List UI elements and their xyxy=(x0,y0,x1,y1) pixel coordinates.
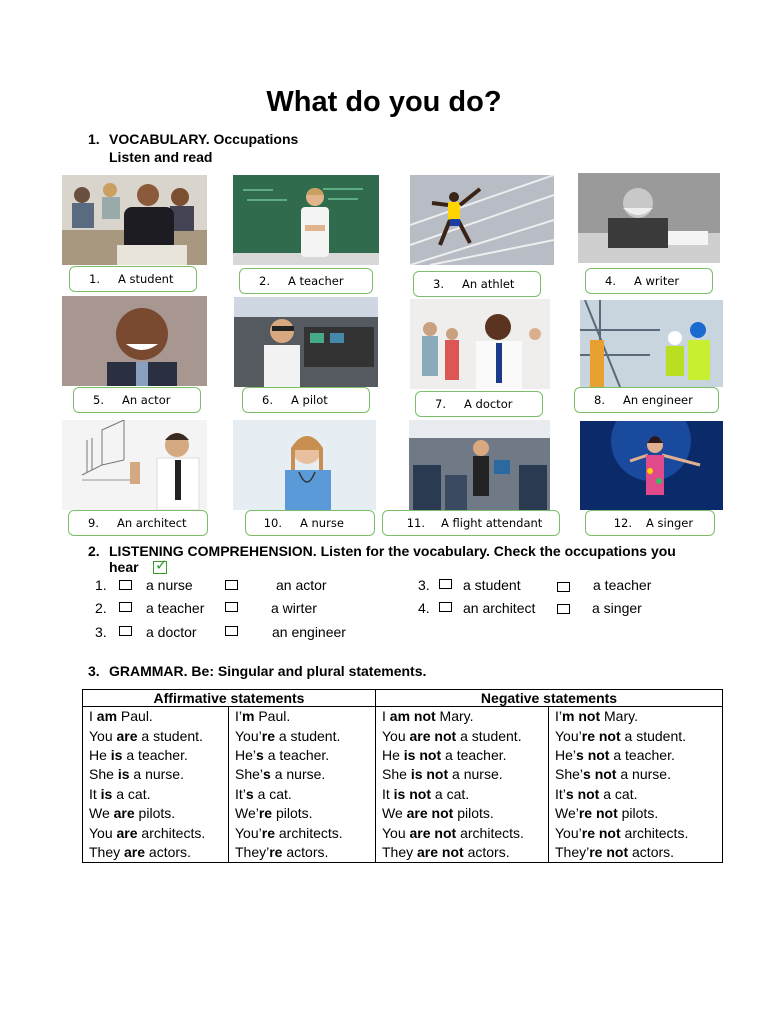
grammar-cell: You’re not architects. xyxy=(549,823,723,842)
grammar-cell: You are not architects. xyxy=(376,823,549,842)
checkbox[interactable] xyxy=(225,602,238,612)
athlete-photo xyxy=(410,175,554,265)
pilot-photo xyxy=(234,297,378,387)
listening-item-number: 2. xyxy=(95,600,107,616)
grammar-cell: It’s a cat. xyxy=(229,785,376,804)
occupation-caption-12: 12. A singer xyxy=(585,510,715,536)
section1-heading: VOCABULARY. Occupations xyxy=(109,131,299,147)
section2-heading-hear: hear xyxy=(109,559,139,575)
listening-option: an actor xyxy=(276,577,327,593)
grammar-cell: He is a teacher. xyxy=(83,746,229,765)
section2-heading: LISTENING COMPREHENSION. Listen for the vocabulary. Check the occupations you xyxy=(109,543,676,559)
listening-item-number: 3. xyxy=(95,624,107,640)
listening-item-number: 3. xyxy=(418,577,430,593)
checkbox[interactable] xyxy=(119,580,132,590)
grammar-cell: We’re not pilots. xyxy=(549,804,723,823)
grammar-cell: I’m not Mary. xyxy=(549,707,723,727)
grammar-cell: You’re architects. xyxy=(229,823,376,842)
occupation-caption-5: 5. An actor xyxy=(73,387,201,413)
grammar-cell: You are a student. xyxy=(83,726,229,745)
grammar-cell: It is a cat. xyxy=(83,785,229,804)
grammar-cell: You’re not a student. xyxy=(549,726,723,745)
grammar-row xyxy=(83,785,723,804)
grammar-cell: You are architects. xyxy=(83,823,229,842)
checkbox[interactable] xyxy=(439,602,452,612)
engineer-photo xyxy=(580,300,723,387)
listening-item-number: 4. xyxy=(418,600,430,616)
listening-option: a teacher xyxy=(146,600,205,616)
writer-photo xyxy=(578,173,720,263)
section3-number: 3. xyxy=(88,663,100,679)
grammar-cell: She’s a nurse. xyxy=(229,765,376,784)
occupation-caption-1: 1. A student xyxy=(69,266,197,292)
grammar-cell: She is a nurse. xyxy=(83,765,229,784)
section3-heading: GRAMMAR. Be: Singular and plural statements. xyxy=(109,663,427,679)
listening-item-number: 1. xyxy=(95,577,107,593)
grammar-cell: I’m Paul. xyxy=(229,707,376,727)
grammar-cell: We’re pilots. xyxy=(229,804,376,823)
singer-photo xyxy=(580,421,723,510)
grammar-cell: I am Paul. xyxy=(83,707,229,727)
listening-option: a teacher xyxy=(593,577,652,593)
grammar-cell: He is not a teacher. xyxy=(376,746,549,765)
page-title: What do you do? xyxy=(266,86,502,118)
checkmark-icon: ✓ xyxy=(155,556,168,574)
grammar-row xyxy=(83,726,723,745)
occupation-caption-4: 4. A writer xyxy=(585,268,713,294)
grammar-cell: You’re a student. xyxy=(229,726,376,745)
negative-header: Negative statements xyxy=(376,690,723,707)
section1-number: 1. xyxy=(88,131,100,147)
nurse-photo xyxy=(233,420,376,510)
grammar-cell: They are actors. xyxy=(83,843,229,863)
grammar-cell: We are not pilots. xyxy=(376,804,549,823)
grammar-cell: I am not Mary. xyxy=(376,707,549,727)
student-photo xyxy=(62,175,207,265)
grammar-cell: They’re actors. xyxy=(229,843,376,863)
doctor-photo xyxy=(410,299,550,389)
grammar-cell: She is not a nurse. xyxy=(376,765,549,784)
listening-option: an architect xyxy=(463,600,536,616)
grammar-table xyxy=(82,689,723,863)
occupation-caption-10: 10. A nurse xyxy=(245,510,375,536)
checkbox[interactable] xyxy=(557,582,570,592)
listening-option: a wirter xyxy=(271,600,317,616)
grammar-cell: She’s not a nurse. xyxy=(549,765,723,784)
grammar-cell: It’s not a cat. xyxy=(549,785,723,804)
grammar-cell: They are not actors. xyxy=(376,843,549,863)
listening-option: a nurse xyxy=(146,577,193,593)
occupation-caption-2: 2. A teacher xyxy=(239,268,373,294)
occupation-caption-9: 9. An architect xyxy=(68,510,208,536)
grammar-row xyxy=(83,804,723,823)
occupation-caption-7: 7. A doctor xyxy=(415,391,543,417)
flight-attendant-photo xyxy=(409,420,550,510)
grammar-row xyxy=(83,707,723,727)
checkbox[interactable] xyxy=(225,626,238,636)
section2-number: 2. xyxy=(88,543,100,559)
affirmative-header: Affirmative statements xyxy=(83,690,376,707)
occupation-caption-3: 3. An athlet xyxy=(413,271,541,297)
checkbox[interactable] xyxy=(119,602,132,612)
actor-photo xyxy=(62,296,207,386)
listening-option: a student xyxy=(463,577,521,593)
occupation-caption-11: 11. A flight attendant xyxy=(382,510,560,536)
checkbox[interactable] xyxy=(119,626,132,636)
architect-photo xyxy=(62,420,207,510)
section1-subheading: Listen and read xyxy=(109,149,213,165)
grammar-row xyxy=(83,823,723,842)
grammar-row xyxy=(83,843,723,863)
grammar-cell: He’s a teacher. xyxy=(229,746,376,765)
grammar-cell: It is not a cat. xyxy=(376,785,549,804)
grammar-cell: He’s not a teacher. xyxy=(549,746,723,765)
grammar-row xyxy=(83,765,723,784)
grammar-cell: They’re not actors. xyxy=(549,843,723,863)
listening-option: a doctor xyxy=(146,624,197,640)
teacher-photo xyxy=(233,175,379,265)
grammar-cell: You are not a student. xyxy=(376,726,549,745)
checkbox[interactable] xyxy=(439,579,452,589)
occupation-caption-6: 6. A pilot xyxy=(242,387,370,413)
grammar-cell: We are pilots. xyxy=(83,804,229,823)
listening-option: a singer xyxy=(592,600,642,616)
grammar-row xyxy=(83,746,723,765)
occupation-caption-8: 8. An engineer xyxy=(574,387,719,413)
checkbox[interactable] xyxy=(557,604,570,614)
checkbox[interactable] xyxy=(225,580,238,590)
listening-option: an engineer xyxy=(272,624,346,640)
